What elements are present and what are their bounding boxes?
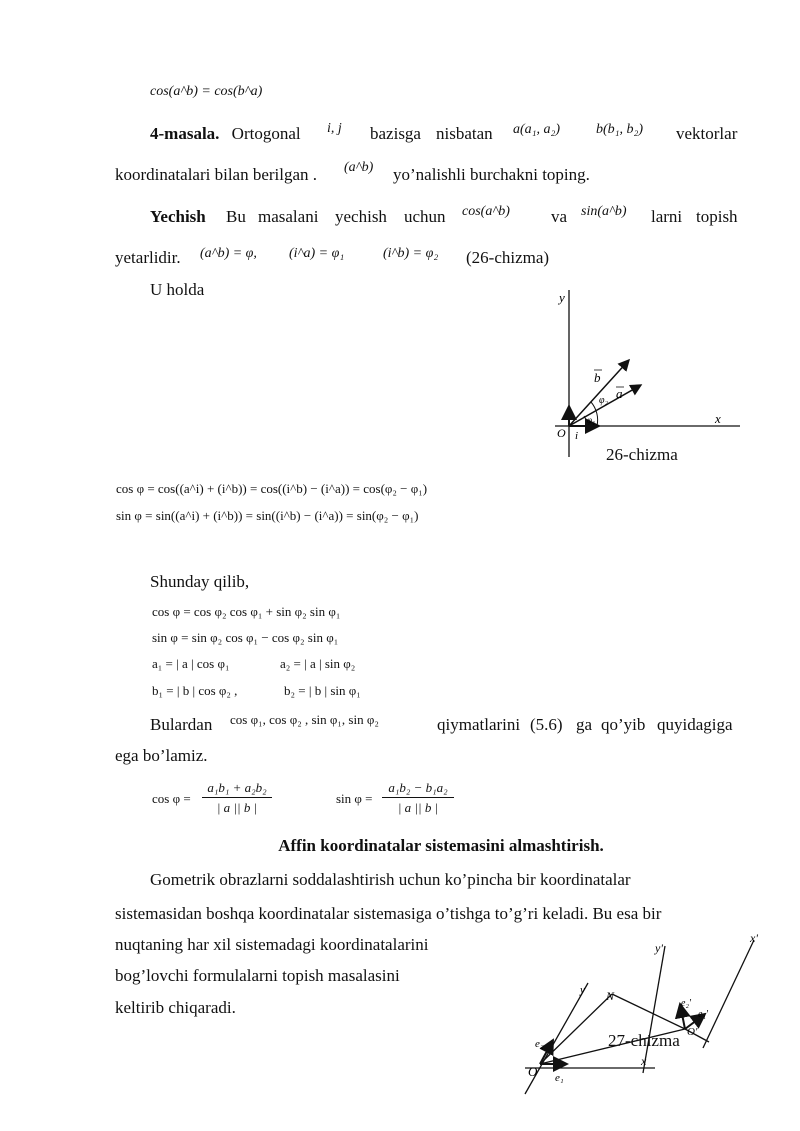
e2-label: e₂ — [535, 1038, 544, 1050]
vector-a: a(a₁, a₂) — [513, 122, 561, 137]
angle-ab: (a^b) — [344, 160, 374, 175]
final-cos-fraction — [202, 780, 272, 816]
bulardan-word: qo’yib — [601, 715, 646, 734]
bulardan-word: quyidagiga — [657, 715, 733, 734]
phi2-def: (i^b) = φ₂ — [383, 246, 439, 261]
yetarlidir: yetarlidir. — [115, 248, 181, 267]
problem-word: nisbatan — [436, 124, 493, 143]
a-label: a — [616, 386, 623, 401]
O-label: O — [528, 1064, 538, 1079]
figure-ref: (26-chizma) — [466, 248, 550, 267]
final-sin-numerator: a₁b₂ − b₁a₂ — [382, 780, 454, 798]
coord-eq: a₁ = | a | cos φ₁ — [152, 656, 230, 671]
coord-eq: b₁ = | b | cos φ₂ , — [152, 683, 238, 698]
phi-def: (a^b) = φ, — [200, 246, 257, 261]
va-word: va — [551, 207, 568, 226]
problem-line-2b: yo’nalishli burchakni toping. — [393, 165, 590, 184]
eq-list: cos φ = cos φ₂ cos φ₁ + sin φ₂ sin φ₁ — [152, 604, 341, 619]
phi2-label: φ₂ — [599, 395, 609, 406]
sin-expr: sin(a^b) — [581, 204, 627, 219]
solution-word: larni — [651, 207, 683, 226]
y-label: y — [559, 290, 565, 305]
problem-word: vektorlar — [676, 124, 738, 143]
N-label: N — [606, 989, 615, 1003]
figure-26 — [535, 285, 755, 470]
u-holda: U holda — [150, 280, 205, 299]
b-label: b — [594, 370, 601, 385]
e1-label: e₁ — [555, 1072, 564, 1084]
problem-label: 4-masala. — [150, 124, 220, 143]
phi1-def: (i^a) = φ₁ — [289, 246, 345, 261]
x-prime-label: x' — [750, 931, 758, 945]
coord-eq: b₂ = | b | sin φ₁ — [284, 683, 361, 698]
affin-line-2: sistemasidan boshqa koordinatalar sistemasiga o’tishga to’g’ri keladi. Bu esa bir — [115, 904, 662, 923]
final-sin-denominator: | a || b | — [397, 800, 439, 815]
final-cos-numerator: a₁b₁ + a₂b₂ — [202, 780, 272, 798]
cos-expr: cos(a^b) — [462, 204, 510, 219]
y-prime-label: y' — [655, 941, 663, 955]
bulardan-word: qiymatlarini — [437, 715, 521, 734]
figure-26-caption: 26-chizma — [606, 445, 678, 464]
O-prime-label: O' — [687, 1026, 698, 1038]
solution-word: yechish — [335, 207, 387, 226]
eq-sin-phi: sin φ = sin((a^i) + (i^b)) = sin((i^b) − (i^a)) = sin(φ₂ − φ₁) — [116, 508, 419, 523]
bulardan-word: (5.6) — [530, 715, 563, 734]
x-prime-axis — [703, 940, 754, 1048]
final-sin-lhs: sin φ = — [336, 791, 373, 806]
i-label: i — [575, 430, 579, 442]
trig-values: cos φ₁, cos φ₂ , sin φ₁, sin φ₂ — [230, 712, 379, 727]
top-formula: cos(a^b) = cos(b^a) — [150, 84, 263, 99]
ega-bolamiz: ega bo’lamiz. — [115, 746, 208, 765]
affin-line-5: keltirib chiqaradi. — [115, 998, 236, 1017]
solution-word: topish — [696, 207, 738, 226]
figure-27 — [515, 928, 775, 1098]
eq-list: sin φ = sin φ₂ cos φ₁ − cos φ₂ sin φ₁ — [152, 630, 339, 645]
solution-label: Yechish — [150, 207, 206, 226]
solution-word: uchun — [404, 207, 446, 226]
solution-word: Bu — [226, 207, 246, 226]
section-heading: Affin koordinatalar sistemasini almashtirish. — [278, 836, 604, 855]
problem-word: Ortogonal — [231, 124, 301, 143]
bulardan-word: ga — [576, 715, 593, 734]
figure-27-caption: 27-chizma — [608, 1031, 680, 1050]
final-cos-denominator: | a || b | — [216, 800, 258, 815]
y-label: y — [580, 984, 585, 996]
shunday-qilib: Shunday qilib, — [150, 572, 250, 591]
vector-b: b(b₁, b₂) — [596, 122, 644, 137]
e1-prime-label: e₁' — [698, 1009, 709, 1020]
problem-line-2a: koordinatalari bilan berilgan . — [115, 165, 318, 184]
problem-word: bazisga — [370, 124, 421, 143]
coord-eq: a₂ = | a | sin φ₂ — [280, 656, 356, 671]
origin-label: O — [557, 426, 566, 440]
x-label: x — [641, 1054, 647, 1068]
phi1-label: φ₁ — [587, 415, 596, 425]
eq-cos-phi: cos φ = cos((a^i) + (i^b)) = cos((i^b) − (i^a)) = cos(φ₂ − φ₁) — [116, 481, 428, 496]
solution-word: masalani — [258, 207, 319, 226]
affin-line-4: bog’lovchi formulalarni topish masalasini — [115, 966, 400, 985]
affin-line-1: Gometrik obrazlarni soddalashtirish uchun ko’pincha bir koordinatalar — [150, 870, 631, 889]
final-sin-fraction — [382, 780, 454, 816]
e2-prime-label: e₂' — [681, 998, 692, 1009]
NO-prime-segment — [612, 994, 685, 1029]
basis-ij: i, j — [327, 121, 342, 136]
affin-line-3: nuqtaning har xil sistemadagi koordinatalarini — [115, 935, 429, 954]
bulardan: Bulardan — [150, 715, 213, 734]
x-label: x — [715, 411, 721, 426]
final-cos-lhs: cos φ = — [152, 791, 191, 806]
problem-line-1 — [150, 124, 301, 144]
